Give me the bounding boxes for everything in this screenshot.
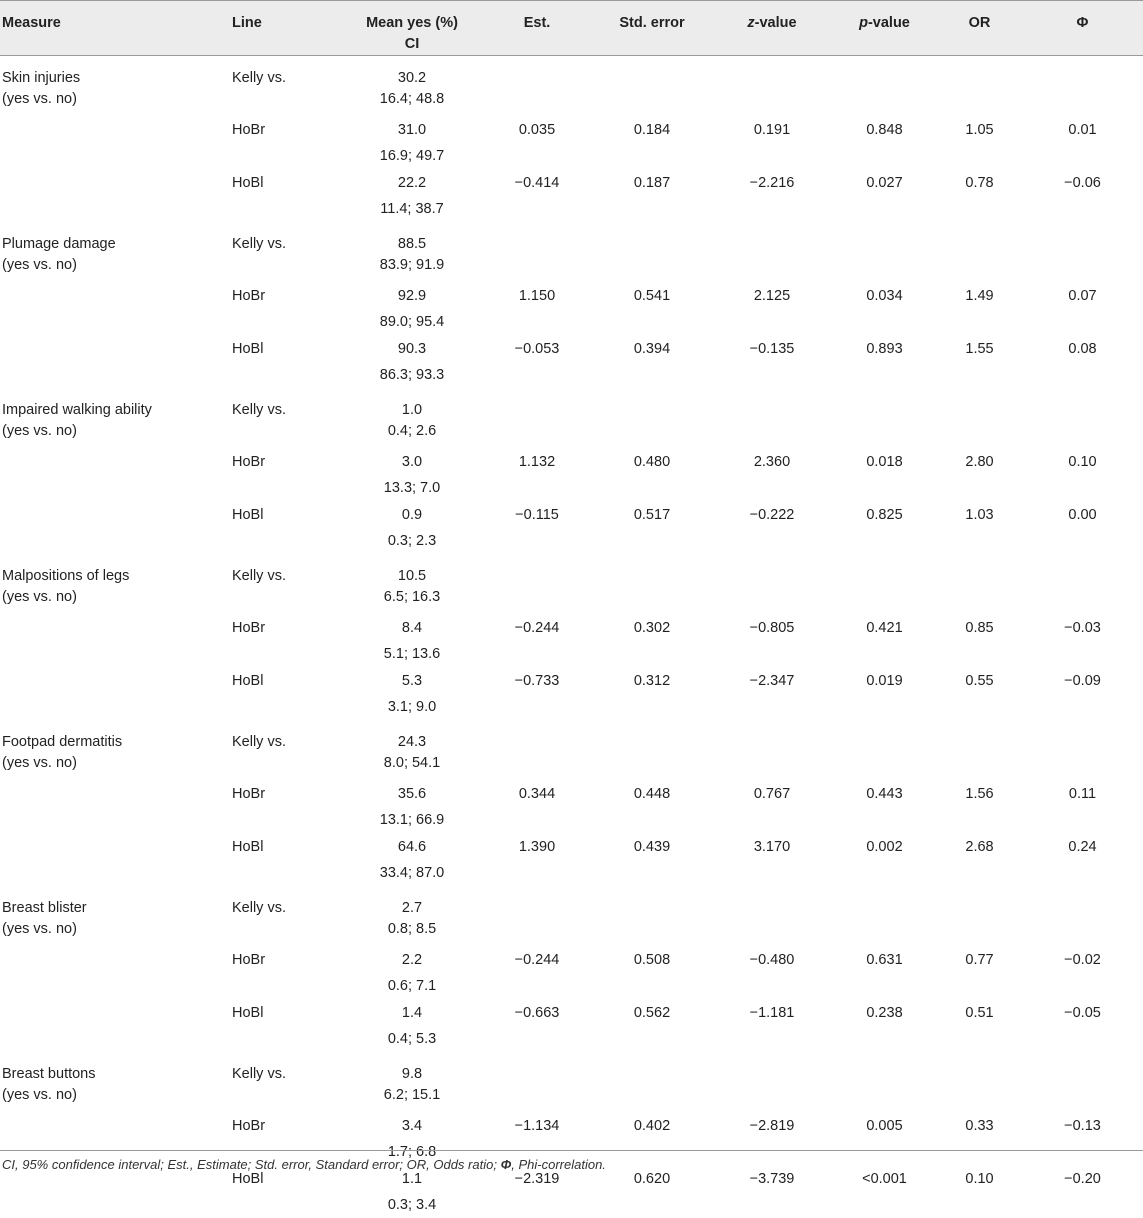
se-cell: 0.302	[633, 619, 671, 636]
mean-value: 88.5	[397, 235, 427, 252]
mean-value: 2.7	[401, 899, 423, 916]
p-cell: 0.443	[866, 785, 903, 802]
mean-value: 35.6	[397, 785, 427, 802]
ci-value: 0.3; 2.3	[387, 532, 437, 549]
p-cell	[832, 554, 937, 614]
measure-cell	[0, 448, 232, 501]
or-cell: 0.85	[965, 619, 994, 636]
est-cell	[482, 1052, 592, 1112]
p-cell: 0.018	[866, 453, 903, 470]
phi-cell	[1022, 388, 1143, 448]
z-cell	[712, 56, 832, 116]
mean-ci-cell	[342, 780, 482, 833]
mean-ci-cell	[342, 1052, 482, 1112]
p-cell: 0.034	[866, 287, 903, 304]
mean-ci-cell	[342, 833, 482, 886]
ci-value: 83.9; 91.9	[379, 256, 445, 273]
table-body	[0, 56, 1143, 1218]
table-row	[0, 388, 1143, 448]
line-cell: HoBl	[232, 672, 264, 689]
ci-value: 13.1; 66.9	[379, 811, 445, 828]
mean-ci-cell	[342, 56, 482, 116]
or-cell: 1.05	[965, 121, 994, 138]
est-cell: −2.319	[514, 1170, 560, 1187]
mean-value: 10.5	[397, 567, 427, 584]
mean-ci-cell	[342, 282, 482, 335]
table-row	[0, 554, 1143, 614]
measure-cell	[0, 501, 232, 554]
phi-cell: −0.09	[1064, 672, 1101, 689]
measure-cell	[0, 833, 232, 886]
table-row	[0, 720, 1143, 780]
measure-name: Malpositions of legs	[2, 567, 130, 584]
se-cell	[592, 56, 712, 116]
mean-ci-cell	[342, 720, 482, 780]
mean-ci-cell	[342, 946, 482, 999]
mean-ci-cell	[342, 999, 482, 1052]
table-row	[0, 282, 1143, 335]
phi-cell: −0.20	[1064, 1170, 1101, 1187]
p-cell: 0.421	[866, 619, 903, 636]
line-cell: HoBr	[232, 121, 266, 138]
line-cell: HoBl	[232, 838, 264, 855]
mean-value: 2.2	[401, 951, 423, 968]
phi-cell: −0.13	[1064, 1117, 1101, 1134]
se-cell	[592, 388, 712, 448]
header-p	[832, 1, 937, 56]
header-mean	[342, 1, 482, 56]
se-cell: 0.439	[633, 838, 671, 855]
se-cell: 0.541	[633, 287, 671, 304]
measure-qualifier: (yes vs. no)	[2, 754, 77, 771]
ci-value: 0.6; 7.1	[387, 977, 437, 994]
or-cell: 0.55	[965, 672, 994, 689]
ci-value: 86.3; 93.3	[379, 366, 445, 383]
z-cell: 3.170	[753, 838, 791, 855]
measure-qualifier: (yes vs. no)	[2, 920, 77, 937]
ci-value: 0.8; 8.5	[387, 920, 437, 937]
ci-value: 6.2; 15.1	[383, 1086, 441, 1103]
phi-cell	[1022, 56, 1143, 116]
mean-ci-cell	[342, 501, 482, 554]
or-cell: 0.51	[965, 1004, 994, 1021]
phi-cell: −0.02	[1064, 951, 1101, 968]
se-cell	[592, 720, 712, 780]
or-cell	[937, 886, 1022, 946]
p-cell	[832, 886, 937, 946]
measure-name: Breast buttons	[2, 1065, 96, 1082]
header-est: Est.	[482, 1, 592, 56]
footnote-text: CI, 95% confidence interval; Est., Estimate; Std. error, Standard error; OR, Odds ratio;	[2, 1157, 497, 1172]
measure-cell	[0, 999, 232, 1052]
mean-value: 5.3	[401, 672, 423, 689]
or-cell: 2.80	[965, 453, 994, 470]
measure-cell	[0, 169, 232, 222]
phi-cell: 0.08	[1068, 340, 1097, 357]
line-cell: HoBl	[232, 174, 264, 191]
measure-cell	[0, 56, 232, 116]
table-row	[0, 448, 1143, 501]
est-cell	[482, 388, 592, 448]
or-cell	[937, 56, 1022, 116]
mean-value: 1.1	[401, 1170, 423, 1187]
p-cell: 0.002	[866, 838, 903, 855]
or-cell	[937, 388, 1022, 448]
line-cell: Kelly vs.	[232, 733, 286, 750]
est-cell: −0.244	[514, 951, 560, 968]
header-mean-label: Mean yes (%)	[366, 15, 458, 31]
mean-value: 3.4	[401, 1117, 423, 1134]
phi-cell: 0.24	[1068, 838, 1097, 855]
line-cell: Kelly vs.	[232, 1065, 286, 1082]
measure-name: Footpad dermatitis	[2, 733, 123, 750]
est-cell	[482, 222, 592, 282]
phi-cell: 0.10	[1068, 453, 1097, 470]
p-cell	[832, 388, 937, 448]
table-row	[0, 56, 1143, 116]
header-z-suffix: -value	[754, 15, 797, 31]
or-cell: 0.77	[965, 951, 994, 968]
phi-cell: −0.06	[1064, 174, 1101, 191]
line-cell: Kelly vs.	[232, 70, 286, 86]
phi-cell: −0.05	[1064, 1004, 1101, 1021]
se-cell: 0.402	[633, 1117, 671, 1134]
table-row	[0, 1165, 1143, 1218]
table-row	[0, 222, 1143, 282]
measure-cell	[0, 667, 232, 720]
table-row	[0, 116, 1143, 169]
line-cell: Kelly vs.	[232, 899, 286, 916]
se-cell	[592, 886, 712, 946]
z-cell: −0.480	[749, 951, 795, 968]
p-cell: 0.848	[866, 121, 903, 138]
mean-value: 0.9	[401, 506, 423, 523]
or-cell: 2.68	[965, 838, 994, 855]
header-p-suffix: -value	[867, 15, 910, 31]
table-row	[0, 833, 1143, 886]
ci-value: 1.7; 6.8	[387, 1143, 437, 1160]
header-ci-label: CI	[404, 36, 420, 52]
z-cell: −2.347	[749, 672, 795, 689]
mean-value: 1.4	[401, 1004, 423, 1021]
mean-ci-cell	[342, 448, 482, 501]
p-cell	[832, 222, 937, 282]
z-cell: 0.191	[753, 121, 791, 138]
se-cell: 0.448	[633, 785, 671, 802]
table-row	[0, 999, 1143, 1052]
mean-value: 1.0	[401, 401, 423, 418]
z-cell	[712, 1052, 832, 1112]
phi-cell	[1022, 886, 1143, 946]
measure-cell	[0, 614, 232, 667]
ci-value: 13.3; 7.0	[383, 479, 441, 496]
measure-name: Plumage damage	[2, 235, 116, 252]
p-cell: 0.238	[866, 1004, 903, 1021]
line-cell: HoBr	[232, 287, 266, 304]
mean-value: 3.0	[401, 453, 423, 470]
est-cell: −0.053	[514, 340, 560, 357]
table-row	[0, 501, 1143, 554]
p-cell	[832, 720, 937, 780]
phi-cell: 0.11	[1068, 785, 1097, 802]
mean-value: 90.3	[397, 340, 427, 357]
line-cell: HoBl	[232, 1004, 264, 1021]
est-cell: −0.414	[514, 174, 560, 191]
se-cell: 0.312	[633, 672, 671, 689]
z-cell: −1.181	[749, 1004, 795, 1021]
z-cell: −0.222	[749, 506, 795, 523]
z-cell: 2.360	[753, 453, 791, 470]
mean-ci-cell	[342, 614, 482, 667]
est-cell: 0.035	[518, 121, 556, 138]
est-cell	[482, 554, 592, 614]
mean-value: 24.3	[397, 733, 427, 750]
z-cell	[712, 388, 832, 448]
est-cell: 1.132	[518, 453, 556, 470]
ci-value: 33.4; 87.0	[379, 864, 445, 881]
est-cell: 1.390	[518, 838, 556, 855]
table-row	[0, 1052, 1143, 1112]
z-cell: −2.819	[749, 1117, 795, 1134]
phi-cell: −0.03	[1064, 619, 1101, 636]
measure-cell	[0, 886, 232, 946]
ci-value: 0.4; 2.6	[387, 422, 437, 439]
est-cell: −0.244	[514, 619, 560, 636]
mean-value: 30.2	[397, 70, 427, 86]
z-cell: −0.805	[749, 619, 795, 636]
ci-value: 8.0; 54.1	[383, 754, 441, 771]
measure-qualifier: (yes vs. no)	[2, 1086, 77, 1103]
or-cell	[937, 720, 1022, 780]
p-cell: 0.631	[866, 951, 903, 968]
line-cell: HoBr	[232, 619, 266, 636]
ci-value: 0.4; 5.3	[387, 1030, 437, 1047]
mean-ci-cell	[342, 335, 482, 388]
est-cell: 1.150	[518, 287, 556, 304]
se-cell	[592, 554, 712, 614]
p-cell: 0.893	[866, 340, 903, 357]
line-cell: HoBr	[232, 453, 266, 470]
z-cell: 2.125	[753, 287, 791, 304]
z-cell: 0.767	[753, 785, 791, 802]
measure-cell	[0, 335, 232, 388]
est-cell: −0.663	[514, 1004, 560, 1021]
p-cell: 0.019	[866, 672, 903, 689]
measure-name: Impaired walking ability	[2, 401, 152, 418]
measure-cell	[0, 1052, 232, 1112]
or-cell: 0.78	[965, 174, 994, 191]
footnote-phi-text: , Phi-correlation.	[511, 1157, 606, 1172]
or-cell	[937, 222, 1022, 282]
p-cell: 0.027	[866, 174, 903, 191]
line-cell: HoBl	[232, 1170, 264, 1187]
footnote-phi-symbol: Φ	[500, 1157, 512, 1172]
est-cell: −0.733	[514, 672, 560, 689]
measure-cell	[0, 780, 232, 833]
phi-cell	[1022, 222, 1143, 282]
measure-cell	[0, 720, 232, 780]
measure-qualifier: (yes vs. no)	[2, 422, 77, 439]
header-se: Std. error	[592, 1, 712, 56]
mean-value: 92.9	[397, 287, 427, 304]
or-cell: 1.49	[965, 287, 994, 304]
line-cell: HoBr	[232, 785, 266, 802]
header-z-prefix: z	[747, 15, 755, 31]
phi-cell	[1022, 1052, 1143, 1112]
est-cell	[482, 886, 592, 946]
ci-value: 5.1; 13.6	[383, 645, 441, 662]
se-cell: 0.562	[633, 1004, 671, 1021]
line-cell: HoBl	[232, 340, 264, 357]
ci-value: 16.4; 48.8	[379, 91, 445, 107]
table-row	[0, 886, 1143, 946]
mean-ci-cell	[342, 388, 482, 448]
mean-ci-cell	[342, 886, 482, 946]
line-cell: Kelly vs.	[232, 567, 286, 584]
mean-value: 64.6	[397, 838, 427, 855]
z-cell: −0.135	[749, 340, 795, 357]
measure-name: Skin injuries	[2, 70, 81, 86]
est-cell	[482, 56, 592, 116]
est-cell: −0.115	[515, 506, 559, 523]
phi-cell: 0.07	[1068, 287, 1097, 304]
line-cell: HoBl	[232, 506, 264, 523]
or-cell: 1.03	[965, 506, 994, 523]
ci-value: 11.4; 38.7	[380, 200, 444, 217]
measure-cell	[0, 946, 232, 999]
phi-cell	[1022, 720, 1143, 780]
measure-cell	[0, 1165, 232, 1218]
ci-value: 89.0; 95.4	[379, 313, 445, 330]
header-phi: Φ	[1022, 1, 1143, 56]
est-cell: 0.344	[518, 785, 556, 802]
measure-qualifier: (yes vs. no)	[2, 256, 77, 273]
mean-ci-cell	[342, 667, 482, 720]
se-cell: 0.394	[633, 340, 671, 357]
table-footnote	[0, 1150, 1143, 1172]
or-cell	[937, 554, 1022, 614]
se-cell: 0.517	[633, 506, 671, 523]
se-cell: 0.480	[633, 453, 671, 470]
p-cell: 0.825	[866, 506, 903, 523]
mean-ci-cell	[342, 222, 482, 282]
table-row	[0, 335, 1143, 388]
mean-value: 31.0	[397, 121, 427, 138]
measure-cell	[0, 388, 232, 448]
header-row	[0, 1, 1143, 56]
phi-cell: 0.01	[1068, 121, 1097, 138]
or-cell: 1.56	[965, 785, 994, 802]
or-cell: 0.33	[965, 1117, 994, 1134]
ci-value: 16.9; 49.7	[379, 147, 445, 164]
mean-value: 22.2	[397, 174, 427, 191]
z-cell	[712, 720, 832, 780]
measure-cell	[0, 554, 232, 614]
table-row	[0, 169, 1143, 222]
ci-value: 6.5; 16.3	[383, 588, 441, 605]
or-cell: 0.10	[965, 1170, 994, 1187]
phi-cell	[1022, 554, 1143, 614]
header-line: Line	[232, 1, 342, 56]
se-cell: 0.184	[633, 121, 671, 138]
or-cell	[937, 1052, 1022, 1112]
measure-qualifier: (yes vs. no)	[2, 588, 77, 605]
mean-ci-cell	[342, 554, 482, 614]
measure-cell	[0, 116, 232, 169]
table-row	[0, 614, 1143, 667]
header-measure: Measure	[0, 1, 232, 56]
or-cell: 1.55	[965, 340, 994, 357]
se-cell: 0.620	[633, 1170, 671, 1187]
se-cell	[592, 222, 712, 282]
z-cell	[712, 222, 832, 282]
phi-cell: 0.00	[1068, 506, 1097, 523]
measure-cell	[0, 222, 232, 282]
header-z	[712, 1, 832, 56]
z-cell	[712, 886, 832, 946]
z-cell	[712, 554, 832, 614]
header-or: OR	[937, 1, 1022, 56]
se-cell: 0.187	[633, 174, 671, 191]
table-row	[0, 780, 1143, 833]
table-row	[0, 667, 1143, 720]
z-cell: −2.216	[749, 174, 795, 191]
est-cell	[482, 720, 592, 780]
mean-ci-cell	[342, 1165, 482, 1218]
ci-value: 3.1; 9.0	[387, 698, 437, 715]
se-cell	[592, 1052, 712, 1112]
mean-ci-cell	[342, 169, 482, 222]
p-cell: <0.001	[862, 1170, 907, 1187]
line-cell: HoBr	[232, 1117, 266, 1134]
measure-name: Breast blister	[2, 899, 87, 916]
p-cell: 0.005	[866, 1117, 903, 1134]
mean-value: 8.4	[401, 619, 423, 636]
line-cell: Kelly vs.	[232, 235, 286, 252]
header-p-prefix: p	[859, 15, 868, 31]
z-cell: −3.739	[749, 1170, 795, 1187]
ci-value: 0.3; 3.4	[387, 1196, 437, 1213]
line-cell: Kelly vs.	[232, 401, 286, 418]
est-cell: −1.134	[514, 1117, 560, 1134]
measure-cell	[0, 282, 232, 335]
mean-ci-cell	[342, 116, 482, 169]
table-row	[0, 946, 1143, 999]
se-cell: 0.508	[633, 951, 671, 968]
p-cell	[832, 56, 937, 116]
line-cell: HoBr	[232, 951, 266, 968]
measure-qualifier: (yes vs. no)	[2, 91, 77, 107]
p-cell	[832, 1052, 937, 1112]
mean-value: 9.8	[401, 1065, 423, 1082]
